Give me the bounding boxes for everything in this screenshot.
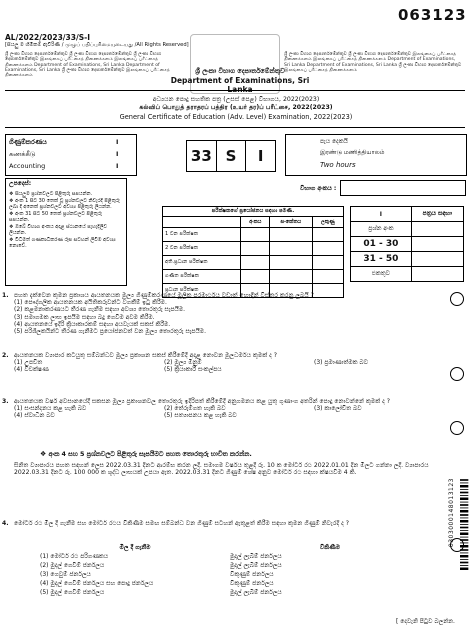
part-blank <box>411 222 463 237</box>
exam-title-tamil: கல்விப் பொதுத் தராதரப் பத்திர (உயர் தர)ப் பரீட்சை, 2022(2023) <box>139 104 333 111</box>
option[interactable]: (2) මූල්‍ය මිනුම් <box>164 359 202 367</box>
part-score-table <box>350 206 464 282</box>
part-range-1: 01 - 30 <box>351 237 412 252</box>
question-4 <box>2 520 444 527</box>
column-title-sale: විකිණීම <box>319 544 341 551</box>
part-score-cell[interactable] <box>411 252 463 267</box>
question-number: 1. <box>2 292 9 299</box>
option[interactable]: (1) පෞද්ගලික ආයතනයක අයිතිකරුවන්ට වගකීම් ඉටු කිරීම. <box>14 299 167 307</box>
option[interactable]: (4) ස්වාධීන බව <box>14 412 55 420</box>
question-text: මෝටර් රථ මිල දී ගැනීම සහ මෝටර් රථය විකිණීම සමඟ සම්බන්ධ වන ගිණුම් සටහන් ඇතුළත් කිරීම සඳහා කුමන ගිණුම් නිවැරදි ද ? <box>14 520 349 527</box>
question-1 <box>2 292 459 336</box>
exam-title-english: General Certificate of Education (Adv. Level) Examination, 2022(2023) <box>119 113 353 121</box>
instruction-item: ❖ සියලුම ප්‍රශ්නවලට පිළිතුරු සපයන්න. <box>9 191 93 197</box>
option[interactable]: (4) විචක්ෂණ <box>14 366 49 374</box>
section-note-text: අංක 4 සහ 5 ප්‍රශ්නවලට පිළිතුරු සැපයීමට පහත තොරතුරු භාවිත කරන්න. <box>48 450 252 458</box>
question-text: ආයතනයක වර්ෂ අවසානයේදී සකසන මූල්‍ය ප්‍රකාශනවල තොරතුරු ඉදිරිපත් කිරීමේදී අනුගමනය කළ යුතු ගුණාංග අතරින් පොදු නොවන්නේ කුමක් ද ? <box>14 398 390 405</box>
examiner-cell[interactable] <box>270 270 312 284</box>
subject-box <box>5 134 137 176</box>
option[interactable]: (5) ක්‍රියාකාරී සංකල්පය <box>164 366 222 374</box>
examiner-header: ලකුණු <box>312 217 343 228</box>
examiner-row-label: ප්‍රධාන පරීක්ෂක <box>163 284 241 298</box>
examiner-header: සංකේතය <box>270 217 312 228</box>
examiner-row-label: 1 වන පරීක්ෂක <box>163 228 241 242</box>
option-right: විකුණුම් ජර්නලය <box>230 580 274 587</box>
examiner-cell[interactable] <box>270 228 312 242</box>
option[interactable]: (3) ප්‍රමාණාත්මක බව <box>314 359 369 367</box>
examiner-cell[interactable] <box>241 242 270 256</box>
option[interactable]: (4) මුදල් ගෙවීම් ජර්නලය සහ පොදු ජර්නලය <box>40 580 154 587</box>
option[interactable]: (4) ආයතනයේ ඉදිරි ක්‍රියාකාරකම් සඳහා අයවැයක් සකස් කිරීම. <box>14 320 171 328</box>
serial-number: 063123 <box>398 6 467 24</box>
part-header-roman: I <box>351 207 412 222</box>
part-col-label: ප්‍රශ්න අංක <box>351 222 412 237</box>
examiner-header <box>163 217 241 228</box>
examiner-row-label: අති.ප්‍රධාන පරීක්ෂක <box>163 256 241 270</box>
option[interactable]: (5) සත්‍යාපනය කළ හැකි බව <box>164 412 237 420</box>
subject-sinhala: ගිණුම්කරණය <box>9 138 47 146</box>
column-title-purchase: මිල දී ගැනීම <box>119 544 151 551</box>
subject-english: Accounting <box>9 162 46 170</box>
option[interactable]: (1) සංසන්දනය කළ හැකි බව <box>14 405 87 413</box>
answer-circle[interactable] <box>450 292 464 306</box>
instruction-item: ❖ අංක 1 සිට 30 තෙක් වූ ප්‍රශ්නවලට නිවැරදි පිළිතුරු ලබා දී අනෙක් ප්‍රශ්නවලට අවශ්‍ය පිළිතුරු ලියන්න. <box>9 198 120 210</box>
examiner-table-title: පරීක්ෂකගේ ප්‍රයෝජනය සඳහා පමණි. <box>163 207 344 217</box>
exam-title-sinhala: අධ්‍යයන පොදු සහතික පත්‍ර (උසස් පෙළ) විභාගය, 2022(2023) <box>152 96 320 103</box>
duration-sinhala: පැය දෙකයි <box>320 138 348 145</box>
option-right: මුදල් ලැබීම් ජර්නලය <box>230 589 282 596</box>
paper-code: AL/2022/2023/33/S-I <box>5 33 91 42</box>
option-right: විකුණුම් ජර්නලය <box>230 571 274 578</box>
code-number: 33 <box>187 141 217 171</box>
question-text: සිනිත ව්‍යාපාරය පහත සඳහන් ලෙස 2022.03.31 දිනට ආරම්භ කරන ලදී. සමාගම වර්ෂය තුළදී රු. 10 ක මෝටර් රථ 2022.01.01 දින මිලට ගන්නා ලදී. ව්‍යාපාරය 2022.03.31 දිනට රු. 100 000 ක ශුද්ධ ලාභයක් උපයා ඇත. 2022.03.31 දිනට ගිණුම් ශේෂ අනුව මෝටර් රථ සඳහා ක්ෂයවීම 4 කි. <box>14 462 429 477</box>
subject-part-2: I <box>116 150 119 158</box>
duration-box <box>285 134 467 176</box>
instructions-title: උපදෙස්: <box>9 180 32 187</box>
department-notice-left: ශ්‍රී ලංකා විභාග දෙපාර්තමේන්තුව ශ්‍රී ලංකා විභාග දෙපාර්තමේන්තුව ශ්‍රී ලංකා විභාග දෙපාර්තමේන්තුව இலங்கைப் பரீட்சைத் திணைக்களம் இலங்கைப் பரீட்சைத் திணைக்களம் Department of Examinations, Sri Lanka Department of Examinations, Sri Lanka ශ්‍රී ලංකා විභාග දෙපාර්තමේන්තුව இலங்கைப் பரீட்சைத் திணைக்களம் <box>5 52 170 79</box>
part-range-2: 31 - 50 <box>351 252 412 267</box>
question-number: 3. <box>2 398 9 405</box>
option[interactable]: (1) උපචිත <box>14 359 43 367</box>
department-name-english: Department of Examinations, Sri Lanka <box>170 76 310 94</box>
subject-part-3: I <box>116 162 119 170</box>
option-right: මුදල් ලැබීම් ජර්නලය <box>230 562 282 569</box>
part-header-label: පත්‍රය සඳහා <box>411 207 463 222</box>
index-number-label: විභාග අංකය : <box>300 185 337 192</box>
code-medium: S <box>217 141 247 171</box>
part-score-cell[interactable] <box>411 237 463 252</box>
option[interactable]: (2) මුදල් ගෙවීම් ජර්නලය <box>40 562 105 569</box>
option[interactable]: (2) තේරුම්ගත හැකි බව <box>164 405 226 413</box>
question-text: පහත දැක්වෙන කුමන ප්‍රකාශය ආයතනයක මූල්‍ය ගිණුම්කරණයේ මූලික පරමාර්ථය වඩාත් හොඳින් විස්තර කරනු ලබයි ? <box>14 292 314 299</box>
examiner-cell[interactable] <box>312 256 343 270</box>
copyright-notice: [සියලු ම හිමිකම් ඇවිරිණි / முழுப் பதிப்புரிமையுடையது /All Rights Reserved] <box>5 42 189 48</box>
instruction-item: ❖ ඔබේ විභාග අංකය අදාළ ස්ථානයේ පැහැදිලිව ලියන්න. <box>9 224 108 236</box>
question-number: 2. <box>2 352 9 359</box>
department-name-sinhala: ශ්‍රී ලංකා විභාග දෙපාර්තමේන්තුව <box>195 67 285 75</box>
examiner-row-label: 2 වන පරීක්ෂක <box>163 242 241 256</box>
barcode-number: 0303000148013123 <box>448 478 455 548</box>
subject-code-box <box>186 140 276 172</box>
code-part: I <box>257 147 264 165</box>
examiner-cell[interactable] <box>270 256 312 270</box>
star-icon: ❖ <box>40 450 47 458</box>
next-page-note: [ දෙවැනි පිටුව බලන්න. <box>396 618 455 625</box>
option[interactable]: (2) කළමනාකරණයට තීරණ ගැනීම සඳහා අවශ්‍ය තොරතුරු සැපයීම. <box>14 306 186 314</box>
question-2 <box>2 352 459 374</box>
option[interactable]: (5) පරිශීලකයින්ට තීරණ ගැනීමට ප්‍රයෝජනවත් වන මූල්‍ය තොරතුරු සැපයීම. <box>14 328 207 336</box>
examiner-row-label: ගණිත පරීක්ෂක <box>163 270 241 284</box>
department-notice-right: ශ්‍රී ලංකා විභාග දෙපාර්තමේන්තුව ශ්‍රී ලංකා විභාග දෙපාර්තමේන්තුව இலங்கைப் பரீட்சைத் திணைக்களம் இலங்கைப் பரீட்சைத் திணைக்களம் Department of Examinations, Sri Lanka Department of Examinations, Sri Lanka ශ්‍රී ලංකා විභාග දෙපාර්තමේන්තුව இலங்கைப் பரீட்சைத் திணைக்களம் <box>284 52 462 73</box>
instruction-item: ❖ අංක 31 සිට 50 තෙක් ප්‍රශ්නවලට පිළිතුරු සපයන්න. <box>9 211 102 223</box>
subject-part-1: I <box>116 138 119 146</box>
answer-circle[interactable] <box>450 367 464 381</box>
examiner-cell[interactable] <box>312 270 343 284</box>
question-3 <box>2 398 459 420</box>
question-4-stem <box>14 462 444 476</box>
option-right: මුදල් ලැබීම් ජර්නලය <box>230 553 282 560</box>
option[interactable]: (3) කාලෝචිත බව <box>314 405 362 413</box>
examiner-cell[interactable] <box>312 242 343 256</box>
option[interactable]: (3) සමාගමක ලාභ ඉපයීම සඳහා බදු ගෙවීම අවම කිරීම. <box>14 313 155 321</box>
examiner-header: අංකය <box>241 217 270 228</box>
examiner-cell[interactable] <box>312 228 343 242</box>
duration-english: Two hours <box>320 161 356 169</box>
examiner-cell[interactable] <box>241 256 270 270</box>
option[interactable]: (3) ගෙවුම් ජර්නලය <box>40 571 91 578</box>
answer-circle[interactable] <box>450 421 464 435</box>
question-text: ආයතනයක ව්‍යාපාර කටයුතු සම්බන්ධව මූල්‍ය ප්‍රකාශන සකස් කිරීමේදී අදාළ නොවන මූලධර්මය කුමක් ද ? <box>14 352 278 359</box>
duration-tamil: இரண்டு மணித்தியாலம் <box>320 149 385 156</box>
instructions-box <box>5 178 127 286</box>
option[interactable]: (5) මුදල් ගෙවීම් ජර්නලය <box>40 589 105 596</box>
part-total-cell[interactable] <box>411 267 463 282</box>
instruction-item: ❖ විධිමත් ගණකාධිකරණ රූප සටහන් ලිවීම අවශ්‍ය නොවේ. <box>9 237 116 249</box>
question-4-options <box>40 543 440 597</box>
barcode <box>460 470 470 580</box>
examiner-table <box>162 206 344 298</box>
examiner-cell[interactable] <box>241 228 270 242</box>
section-note <box>40 450 252 459</box>
part-total-label: එකතුව <box>351 267 412 282</box>
examiner-cell[interactable] <box>241 270 270 284</box>
index-number-field[interactable] <box>340 180 466 196</box>
question-number: 4. <box>2 520 9 527</box>
option[interactable]: (1) මෝටර් රථ පරිගණකය <box>40 553 109 560</box>
examiner-cell[interactable] <box>270 242 312 256</box>
subject-tamil: கணக்கீடு <box>9 150 36 158</box>
